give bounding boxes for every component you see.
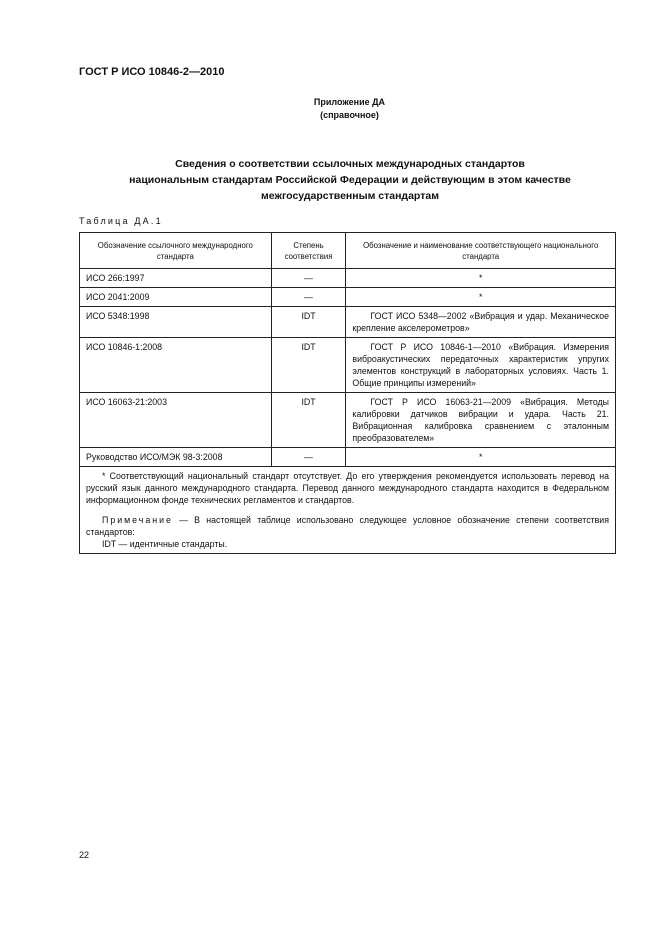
appendix-subtitle: (справочное) xyxy=(320,110,379,120)
national-standard-cell: * xyxy=(346,269,616,288)
table-row xyxy=(80,288,616,307)
table-row xyxy=(80,338,616,393)
table-row xyxy=(80,393,616,448)
table-row xyxy=(80,448,616,467)
national-standard-cell: ГОСТ ИСО 5348—2002 «Вибрация и удар. Механическое крепление акселерометров» xyxy=(346,307,616,338)
degree-cell: IDT xyxy=(271,307,346,338)
document-title-line1: Сведения о соответствии ссылочных международных стандартов xyxy=(175,158,525,170)
correspondence-table xyxy=(79,232,616,554)
appendix-title: Приложение ДА xyxy=(313,97,386,107)
intl-standard-cell: Руководство ИСО/МЭК 98-3:2008 xyxy=(80,448,272,467)
national-standard-cell: ГОСТ Р ИСО 16063-21—2009 «Вибрация. Методы калибровки датчиков вибрации и удара. Часть 21. Вибрационная калибровка сравнением с эталонным преобразователем» xyxy=(346,393,616,448)
national-standard-cell: * xyxy=(346,448,616,467)
header-degree: Степень соответствия xyxy=(271,233,346,269)
degree-cell: — xyxy=(271,269,346,288)
note-label: Примечание xyxy=(102,515,173,525)
table-footer-row xyxy=(80,467,616,554)
header-intl-standard: Обозначение ссылочного международного стандарта xyxy=(80,233,272,269)
note-idt: IDT — идентичные стандарты. xyxy=(102,539,228,549)
degree-cell: IDT xyxy=(271,393,346,448)
table-row xyxy=(80,307,616,338)
footnote: * Соответствующий национальный стандарт отсутствует. До его утверждения рекомендуется использовать перевод на русский язык данного международного стандарта. Перевод данного международного стандарта находится в Федеральном информационном фонде технических регламентов и стандартов. xyxy=(86,471,609,505)
table-caption: Таблица ДА.1 xyxy=(79,216,163,226)
degree-cell: — xyxy=(271,288,346,307)
national-standard-cell: * xyxy=(346,288,616,307)
intl-standard-cell: ИСО 2041:2009 xyxy=(80,288,272,307)
page-number: 22 xyxy=(79,850,90,860)
degree-cell: — xyxy=(271,448,346,467)
table-row xyxy=(80,269,616,288)
table-header-row xyxy=(80,233,616,269)
degree-cell: IDT xyxy=(271,338,346,393)
note-text: — В настоящей таблице использовано следующее условное обозначение степени соответствия стандартов: xyxy=(86,515,609,537)
document-title-line2: национальным стандартам Российской Федерации и действующим в этом качестве xyxy=(129,174,571,186)
header-national-standard: Обозначение и наименование соответствующего национального стандарта xyxy=(346,233,616,269)
intl-standard-cell: ИСО 16063-21:2003 xyxy=(80,393,272,448)
table-footer xyxy=(80,467,616,554)
note xyxy=(86,514,609,538)
standard-header: ГОСТ Р ИСО 10846-2—2010 xyxy=(79,66,225,78)
national-standard-cell: ГОСТ Р ИСО 10846-1—2010 «Вибрация. Измерения виброакустических передаточных характеристик упругих элементов конструкций в лабораторных условиях. Часть 1. Общие принципы измерений» xyxy=(346,338,616,393)
intl-standard-cell: ИСО 266:1997 xyxy=(80,269,272,288)
intl-standard-cell: ИСО 5348:1998 xyxy=(80,307,272,338)
intl-standard-cell: ИСО 10846-1:2008 xyxy=(80,338,272,393)
document-title xyxy=(100,156,600,204)
appendix-heading xyxy=(0,96,661,122)
document-title-line3: межгосударственным стандартам xyxy=(261,190,439,202)
